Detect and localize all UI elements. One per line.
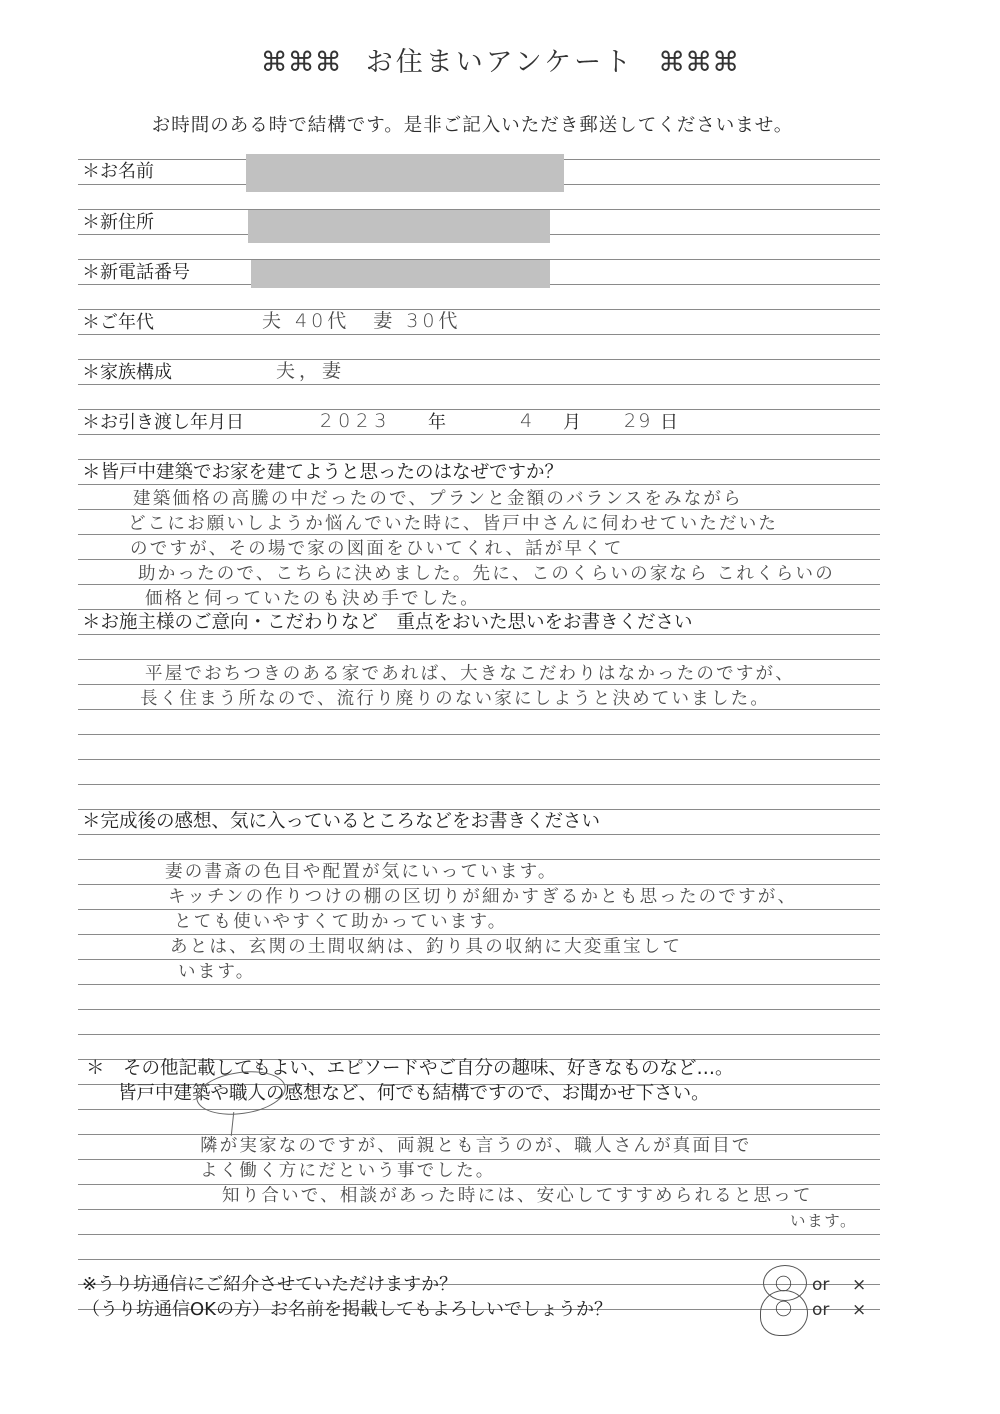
ruled-line [78,1009,880,1010]
handover-day-unit: 日 [660,412,678,433]
name-field-redacted[interactable] [246,154,564,192]
ruled-line [78,884,880,885]
other-answer-line: います。 [790,1212,858,1230]
ruled-line [78,359,880,360]
ruled-line [78,1234,880,1235]
ruled-line [78,434,880,435]
impressions-question-label: ＊完成後の感想、気に入っているところなどをお書きください [82,811,601,832]
consent-q2-label: （うり坊通信OKの方）お名前を掲載してもよろしいでしょうか？ [82,1299,612,1320]
handover-day: 29 [624,410,653,432]
other-question-label-line2: 皆戸中建築や職人の感想など、何でも結構ですので、お聞かせ下さい。 [118,1083,710,1104]
ruled-line [78,909,880,910]
preferences-answer-line: 平屋でおちつきのある家であれば、大きなこだわりはなかったのですが、 [145,664,795,684]
title-mark-left: ⌘⌘⌘ [260,47,342,78]
handover-month: 4 [520,410,535,432]
ruled-line [78,834,880,835]
other-answer-line: 隣が実家なのですが、両親とも言うのが、職人さんが真面目で [200,1136,752,1156]
impressions-answer-line: キッチンの作りつけの棚の区切りが細かすぎるかとも思ったのですが、 [168,887,798,907]
preferences-question-label: ＊お施主様のご意向・こだわりなど 重点をおいた思いをお書きください [82,612,693,633]
impressions-answer-line: 妻の書斎の色目や配置が気にいっています。 [165,862,558,882]
age-value[interactable]: 夫 40代 妻 30代 [262,310,462,332]
intro-text: お時間のある時で結構です。是非ご記入いただき郵送してくださいませ。 [151,115,794,136]
handover-year-unit: 年 [428,412,446,433]
family-value[interactable]: 夫，妻 [276,360,346,382]
other-answer-line: よく働く方にだという事でした。 [200,1161,496,1181]
ruled-line [78,1259,880,1260]
title-text: お住まいアンケート [365,47,635,78]
consent-q1-yes-option[interactable]: 〇 [775,1275,792,1295]
other-answer-line: 知り合いで、相談があった時には、安心してすすめられると思って [222,1186,813,1206]
ruled-line [78,459,880,460]
family-label: ＊家族構成 [82,362,172,383]
ruled-line [78,934,880,935]
handover-year: 2023 [320,410,393,432]
handover-label: ＊お引き渡し年月日 [82,412,244,433]
why-question-label: ＊皆戸中建築でお家を建てようと思ったのはなぜですか？ [82,462,564,483]
ruled-line [78,384,880,385]
ruled-line [78,309,880,310]
preferences-answer-line: 長く住まう所なので、流行り廃りのない家にしようと決めていました。 [140,689,771,709]
ruled-line [78,659,880,660]
title-mark-right: ⌘⌘⌘ [658,47,740,78]
consent-q2-no-option[interactable]: × [852,1300,867,1320]
ruled-line [78,1034,880,1035]
why-answer-line: のですが、その場で家の図面をひいてくれ、話が早くて [130,539,624,559]
ruled-line [78,859,880,860]
consent-q2-selected-circle [760,1290,808,1336]
consent-q2-or: or [812,1300,830,1320]
ruled-line [78,984,880,985]
phone-field-redacted[interactable] [251,260,550,288]
page-title [0,40,1000,79]
ruled-line [78,734,880,735]
ruled-line [78,959,880,960]
address-label: ＊新住所 [82,212,154,233]
age-label: ＊ご年代 [82,312,154,333]
ruled-line [78,334,880,335]
ruled-line [78,784,880,785]
ruled-line [78,484,880,485]
ruled-line [78,1209,880,1210]
ruled-line [78,759,880,760]
consent-q1-no-option[interactable]: × [852,1275,867,1295]
ruled-line [78,809,880,810]
ruled-line [78,1109,880,1110]
why-answer-line: 建築価格の高騰の中だったので、プランと金額のバランスをみながら [133,489,743,509]
why-answer-line: どこにお願いしようか悩んでいた時に、皆戸中さんに伺わせていただいた [128,514,779,534]
annotation-pointer-line [231,1112,235,1136]
ruled-line [78,409,880,410]
impressions-answer-line: います。 [178,962,256,982]
address-field-redacted[interactable] [248,210,550,243]
name-label: ＊お名前 [82,161,154,182]
ruled-line [78,634,880,635]
consent-q1-or: or [812,1275,830,1295]
impressions-answer-line: あとは、玄関の土間収納は、釣り具の収納に大変重宝して [170,937,683,957]
consent-q1-label: ※うり坊通信にご紹介させていただけますか？ [82,1274,458,1295]
phone-label: ＊新電話番号 [82,262,190,283]
handover-month-unit: 月 [563,412,581,433]
why-answer-line: 助かったので、こちらに決めました。先に、このくらいの家なら これくらいの [138,564,835,584]
impressions-answer-line: とても使いやすくて助かっています。 [174,912,508,932]
consent-q2-yes-option[interactable]: 〇 [775,1300,792,1320]
other-question-label-line1: ＊ その他記載してもよい、エピソードやご自分の趣味、好きなものなど…。 [86,1058,734,1079]
why-answer-line: 価格と伺っていたのも決め手でした。 [145,589,480,609]
